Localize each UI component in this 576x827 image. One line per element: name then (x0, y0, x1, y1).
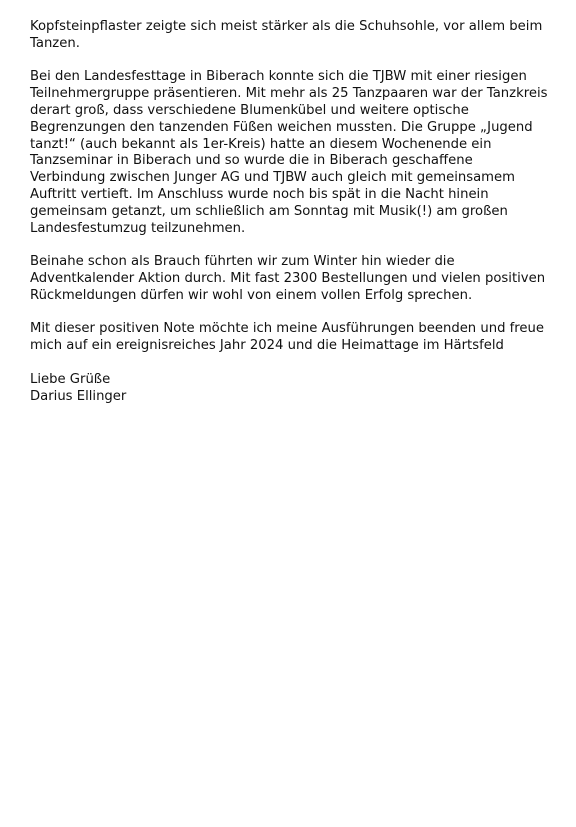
text-line: Kopfsteinpflaster zeigte sich meist stärker als die Schuhsohle, vor allem beim (30, 19, 543, 34)
text-line: derart groß, dass verschiedene Blumenkübel und weitere optische (30, 102, 469, 118)
text-line: mich auf ein ereignisreiches Jahr 2024 und die Heimattage im Härtsfeld (30, 338, 504, 354)
text-line: Tanzseminar in Biberach und so wurde die in Biberach geschaffene (30, 153, 473, 169)
author-name: Darius Ellinger (30, 388, 127, 404)
text-line: Landesfestumzug teilzunehmen. (30, 220, 246, 236)
text-line: Adventkalender Aktion durch. Mit fast 2300 Bestellungen und vielen positiven (30, 270, 546, 286)
text-line: Rückmeldungen dürfen wir wohl von einem vollen Erfolg sprechen. (30, 287, 473, 303)
paragraph-advent-calendar (30, 254, 555, 304)
text-line: Mit dieser positiven Note möchte ich meine Ausführungen beenden und freue (30, 321, 544, 337)
text-line: gemeinsam getanzt, um schließlich am Sonntag mit Musik(!) am großen (30, 203, 508, 219)
text-line: Auftritt vertieft. Im Anschluss wurde noch bis spät in die Nacht hinein (30, 186, 489, 202)
text-line: Teilnehmergruppe präsentieren. Mit mehr als 25 Tanzpaaren war der Tanzkreis (30, 86, 548, 102)
text-line: Bei den Landesfesttage in Biberach konnte sich die TJBW mit einer riesigen (30, 69, 527, 85)
text-line: Begrenzungen den tanzenden Füßen weichen mussten. Die Gruppe „Jugend (30, 119, 533, 135)
paragraph-landesfesttage (30, 69, 555, 237)
paragraph-closing-remarks (30, 321, 555, 355)
paragraph-dance-surface (30, 19, 555, 53)
text-line: Tanzen. (30, 35, 80, 51)
closing-greeting: Liebe Grüße (30, 371, 111, 387)
signature-block (30, 372, 555, 406)
document-page (30, 19, 555, 405)
text-line: Verbindung zwischen Junger AG und TJBW auch gleich mit gemeinsamem (30, 170, 515, 186)
text-line: tanzt!“ (auch bekannt als 1er-Kreis) hatte an diesem Wochenende ein (30, 136, 492, 152)
text-line: Beinahe schon als Brauch führten wir zum Winter hin wieder die (30, 254, 455, 270)
